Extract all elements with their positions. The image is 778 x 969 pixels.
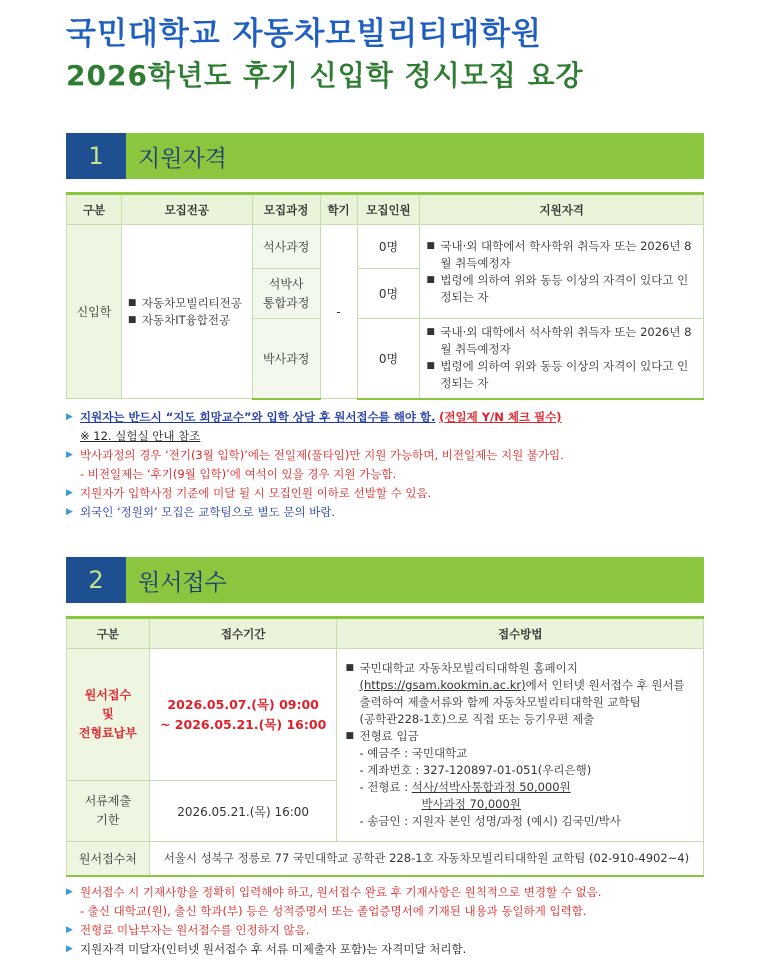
col-header: 모집과정 (252, 194, 320, 225)
address-label-cell: 원서접수처 (67, 842, 150, 876)
table-header-row (67, 194, 704, 225)
table-row (67, 649, 704, 781)
quota-cell: 0명 (357, 269, 420, 319)
note-item (66, 883, 726, 902)
period-line: ~ 2026.05.21.(목) 16:00 (159, 716, 327, 732)
note-sub (66, 427, 726, 446)
label-line: 기한 (96, 813, 120, 827)
method-text: 에서 인터넷 원서접수 후 원서를 (525, 678, 685, 692)
quota-cell: 0명 (357, 225, 420, 269)
section-2-number: 2 (66, 557, 126, 603)
fee-prefix: - 전형료 : (359, 780, 412, 794)
page-title: 국민대학교 자동차모빌리티대학원 (66, 16, 542, 52)
qualification-master-cell (420, 225, 704, 319)
table-header-row (67, 618, 704, 649)
col-header: 모집전공 (121, 194, 252, 225)
section-2-title: 원서접수 (138, 569, 227, 596)
note-sub: - 출신 대학교(원), 출신 학과(부) 등은 성적증명서 또는 졸업증명서에 기재된 내용과 동일하게 입력함. (80, 904, 587, 918)
method-item: ■ 전형료 입금 (345, 728, 695, 745)
note-text: 지원자가 입학사정 기준에 미달 될 시 모집인원 이하로 선발할 수 있음. (80, 486, 432, 500)
section-1-title: 지원자격 (138, 145, 227, 172)
quota-cell: 0명 (357, 319, 420, 399)
method-item (345, 660, 695, 728)
deadline-period-cell: 2026.05.21.(목) 16:00 (149, 781, 337, 842)
section-1-header (66, 133, 704, 179)
table-row (67, 842, 704, 876)
section-2-notes (66, 883, 726, 959)
address-cell: 서울시 성북구 정릉로 77 국민대학교 공학관 228-1호 자동차모빌리티대학원 교학팀 (02-910-4902~4) (149, 842, 703, 876)
method-cell (337, 649, 704, 842)
apply-label-cell (67, 649, 150, 781)
course-name-line: 석박사 (268, 276, 304, 291)
col-header: 구분 (67, 618, 150, 649)
col-header: 접수방법 (337, 618, 704, 649)
note-text: 외국인 ‘정원외’ 모집은 교학팀으로 별도 문의 바람. (80, 505, 336, 519)
note-text: 원서접수 시 기재사항을 정확히 입력해야 하고, 원서접수 완료 후 기재사항은 원칙적으로 변경할 수 없음. (80, 885, 602, 899)
note-item (66, 408, 726, 427)
major-item: ■ 자동차IT융합전공 (128, 312, 252, 329)
fee-master: 석사/석박사통합과정 50,000원 (411, 780, 571, 794)
course-cell: 석사과정 (252, 225, 320, 269)
method-line: 출력하여 제출서류와 함께 자동차모빌리티대학원 교학팀 (359, 695, 641, 709)
label-line: 원서접수 (84, 688, 132, 702)
col-header: 구분 (67, 194, 122, 225)
application-table (66, 616, 704, 877)
majors-cell (121, 225, 252, 399)
fee-doctor: 박사과정 70,000원 (421, 797, 521, 811)
label-line: 서류제출 (84, 794, 132, 808)
qualification-item: ■ 국내·외 대학에서 석사학위 취득자 또는 2026년 8월 취득예정자 (426, 324, 697, 358)
col-header: 학기 (320, 194, 357, 225)
triangle-bullet-icon: ▶ (66, 450, 73, 460)
course-cell (252, 269, 320, 319)
semester-cell: - (320, 225, 357, 399)
qualification-item: ■ 법령에 의하여 위와 동등 이상의 자격이 있다고 인정되는 자 (426, 272, 697, 306)
category-cell: 신입학 (67, 225, 122, 399)
major-item: ■ 자동차모빌리티전공 (128, 295, 252, 312)
qualification-item: ■ 법령에 의하여 위와 동등 이상의 자격이 있다고 인정되는 자 (426, 358, 697, 392)
section-2-header (66, 557, 704, 603)
note-text: 전형료 미납부자는 원서접수를 인정하지 않음. (80, 923, 310, 937)
qualification-table (66, 192, 704, 400)
note-text: 지원자격 미달자(인터넷 원서접수 후 서류 미제출자 포함)는 자격미달 처리함. (80, 942, 467, 956)
course-cell: 박사과정 (252, 319, 320, 399)
note-sub: - 비전일제는 ‘후기(9월 입학)’에 여석이 있을 경우 지원 가능함. (80, 467, 397, 481)
qualification-item: ■ 국내·외 대학에서 학사학위 취득자 또는 2026년 8월 취득예정자 (426, 238, 697, 272)
triangle-bullet-icon: ▶ (66, 944, 73, 954)
fee-line (359, 779, 695, 796)
col-header: 지원자격 (420, 194, 704, 225)
note-item (66, 921, 726, 940)
course-name-line: 통합과정 (262, 295, 310, 310)
triangle-bullet-icon: ▶ (66, 925, 73, 935)
page-subtitle: 2026학년도 후기 신입학 정시모집 요강 (66, 59, 584, 92)
deadline-label-cell (67, 781, 150, 842)
note-reference: ※ 12. 실험실 안내 참조 (80, 429, 201, 443)
note-item (66, 940, 726, 959)
qualification-doctor-cell (420, 319, 704, 399)
section-1-number: 1 (66, 133, 126, 179)
note-text: 지원자는 반드시 “지도 희망교수”와 입학 상담 후 원서접수를 해야 함. (80, 410, 436, 424)
triangle-bullet-icon: ▶ (66, 412, 73, 422)
label-line: 및 (102, 707, 114, 721)
triangle-bullet-icon: ▶ (66, 507, 73, 517)
homepage-link[interactable]: (https://gsam.kookmin.ac.kr) (359, 678, 526, 692)
method-line: ■ 국민대학교 자동차모빌리티대학원 홈페이지 (359, 661, 578, 675)
section-1-notes (66, 408, 726, 522)
triangle-bullet-icon: ▶ (66, 488, 73, 498)
col-header: 접수기간 (149, 618, 337, 649)
payee-line: - 예금주 : 국민대학교 (359, 746, 468, 760)
note-text-emphasis: (전일제 Y/N 체크 필수) (439, 410, 562, 424)
sender-line: - 송금인 : 지원자 본인 성명/과정 (예시) 김국민/박사 (359, 814, 621, 828)
note-text: 박사과정의 경우 ‘전기(3월 입학)’에는 전일제(풀타임)만 지원 가능하며, 비전일제는 지원 불가임. (80, 448, 564, 462)
table-row (67, 225, 704, 269)
col-header: 모집인원 (357, 194, 420, 225)
fee-line (359, 796, 695, 813)
label-line: 전형료납부 (78, 726, 137, 740)
note-item (66, 503, 726, 522)
method-line (359, 677, 695, 694)
triangle-bullet-icon: ▶ (66, 887, 73, 897)
period-line: 2026.05.07.(목) 09:00 (167, 696, 319, 712)
note-item (66, 446, 726, 465)
apply-period-cell (149, 649, 337, 781)
account-line: - 계좌번호 : 327-120897-01-051(우리은행) (359, 763, 592, 777)
note-item (66, 484, 726, 503)
method-line: (공학관228-1호)으로 직접 또는 등기우편 제출 (359, 712, 595, 726)
